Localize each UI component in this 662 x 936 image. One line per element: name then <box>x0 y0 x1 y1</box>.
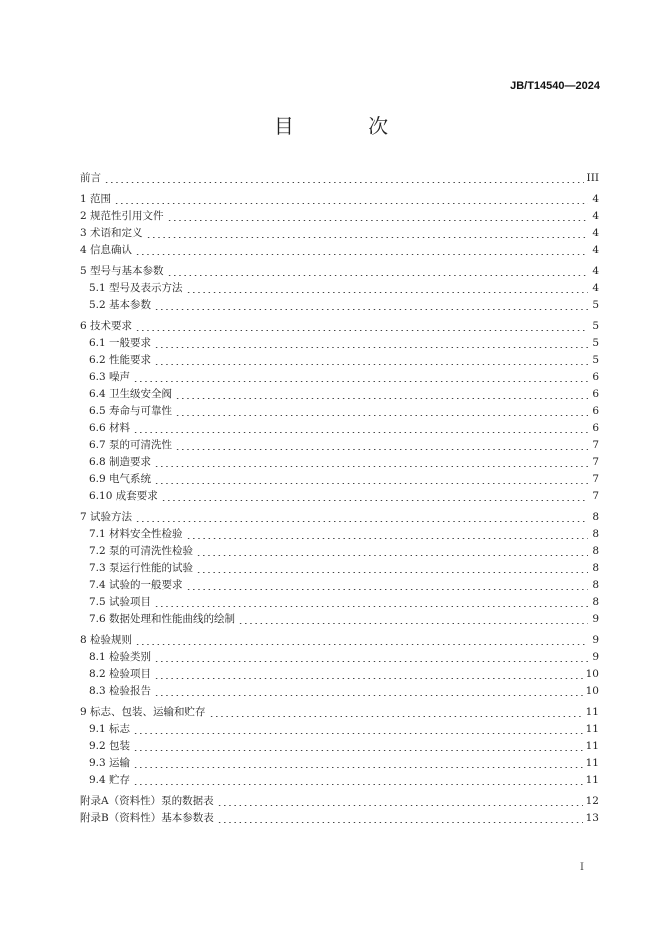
toc-leader-dots <box>161 500 588 501</box>
toc-entry-page: 8 <box>592 579 599 591</box>
toc-entry[interactable] <box>80 632 599 649</box>
toc-entry-label: 6.7 泵的可清洗性 <box>89 439 173 451</box>
toc-leader-dots <box>133 767 583 768</box>
toc-entry[interactable] <box>80 577 599 594</box>
toc-entry-page: 11 <box>585 757 599 769</box>
toc-entry[interactable] <box>80 683 599 700</box>
toc-leader-dots <box>186 538 588 539</box>
toc-entry-page: 12 <box>585 795 599 807</box>
toc-entry-page: 5 <box>592 320 599 332</box>
toc-entry-label: 6.6 材料 <box>89 422 131 434</box>
toc-leader-dots <box>186 589 588 590</box>
toc-entry-page: 9 <box>592 613 599 625</box>
toc-entry-page: 7 <box>592 456 599 468</box>
toc-entry-label: 4 信息确认 <box>80 244 133 256</box>
toc-entry-label: 7.6 数据处理和性能曲线的绘制 <box>89 613 236 625</box>
toc-leader-dots <box>133 432 588 433</box>
toc-leader-dots <box>154 678 583 679</box>
toc-entry-label: 8.2 检验项目 <box>89 668 152 680</box>
toc-entry[interactable] <box>80 297 599 314</box>
toc-leader-dots <box>175 398 588 399</box>
toc-entry[interactable] <box>80 280 599 297</box>
toc-entry[interactable] <box>80 793 599 810</box>
toc-entry-label: 5.1 型号及表示方法 <box>89 282 183 294</box>
toc-entry-page: 8 <box>592 545 599 557</box>
toc-entry-page: 4 <box>592 227 599 239</box>
toc-entry[interactable] <box>80 611 599 628</box>
toc-entry-label: 9.4 贮存 <box>89 774 131 786</box>
toc-entry-label: 8.1 检验类别 <box>89 651 152 663</box>
toc-leader-dots <box>133 381 588 382</box>
toc-entry-label: 7.4 试验的一般要求 <box>89 579 183 591</box>
toc-entry-page: 5 <box>592 299 599 311</box>
toc-entry[interactable] <box>80 509 599 526</box>
toc-entry-label: 3 术语和定义 <box>80 227 143 239</box>
toc-entry-page: 6 <box>592 422 599 434</box>
toc-entry-label: 7.3 泵运行性能的试验 <box>89 562 194 574</box>
toc-leader-dots <box>175 415 588 416</box>
toc-entry-page: 6 <box>592 388 599 400</box>
toc-entry-page: 5 <box>592 354 599 366</box>
toc-entry-page: 6 <box>592 405 599 417</box>
toc-leader-dots <box>238 623 588 624</box>
toc-leader-dots <box>154 661 588 662</box>
toc-entry[interactable] <box>80 191 599 208</box>
toc-entry[interactable] <box>80 488 599 505</box>
toc-entry-label: 1 范围 <box>80 193 112 205</box>
toc-leader-dots <box>217 822 583 823</box>
toc-entry-label: 6.9 电气系统 <box>89 473 152 485</box>
toc-entry-page: 5 <box>592 337 599 349</box>
toc-entry[interactable] <box>80 560 599 577</box>
toc-entry[interactable] <box>80 810 599 827</box>
toc-entry[interactable] <box>80 704 599 721</box>
toc-entry-page: 6 <box>592 371 599 383</box>
toc-entry[interactable] <box>80 335 599 352</box>
toc-entry-label: 2 规范性引用文件 <box>80 210 164 222</box>
toc-entry-label: 6.8 制造要求 <box>89 456 152 468</box>
toc-entry-label: 前言 <box>80 172 101 184</box>
toc-entry-label: 9.1 标志 <box>89 723 131 735</box>
toc-entry-page: 13 <box>585 812 599 824</box>
toc-entry-label: 6.4 卫生级安全阀 <box>89 388 173 400</box>
toc-leader-dots <box>135 254 588 255</box>
toc-leader-dots <box>196 555 588 556</box>
toc-leader-dots <box>167 220 588 221</box>
toc-entry[interactable] <box>80 170 599 187</box>
toc-entry-page: 10 <box>585 668 599 680</box>
toc-entry-label: 附录B（资料性）基本参数表 <box>80 812 214 824</box>
toc-entry-page: 4 <box>592 210 599 222</box>
toc-entry[interactable] <box>80 649 599 666</box>
toc-leader-dots <box>175 449 588 450</box>
toc-entry-page: 7 <box>592 439 599 451</box>
toc-entry[interactable] <box>80 369 599 386</box>
toc-entry-label: 8.3 检验报告 <box>89 685 152 697</box>
toc-entry[interactable] <box>80 263 599 280</box>
toc-entry[interactable] <box>80 352 599 369</box>
toc-entry-page: 10 <box>585 685 599 697</box>
toc-entry[interactable] <box>80 543 599 560</box>
toc-leader-dots <box>135 521 588 522</box>
toc-entry-label: 6.2 性能要求 <box>89 354 152 366</box>
toc-leader-dots <box>167 275 588 276</box>
toc-entry-page: 11 <box>585 706 599 718</box>
toc-entry-label: 9 标志、包装、运输和贮存 <box>80 706 206 718</box>
toc-entry[interactable] <box>80 208 599 225</box>
toc-leader-dots <box>217 805 583 806</box>
toc-entry-page: 7 <box>592 490 599 502</box>
toc-entry-page: 4 <box>592 244 599 256</box>
toc-entry-page: 4 <box>592 193 599 205</box>
toc-leader-dots <box>133 784 583 785</box>
toc-entry-page: 8 <box>592 511 599 523</box>
toc-entry[interactable] <box>80 403 599 420</box>
toc-entry-page: 11 <box>585 723 599 735</box>
toc-entry[interactable] <box>80 666 599 683</box>
toc-entry[interactable] <box>80 225 599 242</box>
toc-leader-dots <box>196 572 588 573</box>
page-title: 目 次 <box>273 114 423 138</box>
toc-entry-page: 4 <box>592 282 599 294</box>
toc-entry-label: 7 试验方法 <box>80 511 133 523</box>
toc-leader-dots <box>146 237 588 238</box>
toc-entry-page: 11 <box>585 740 599 752</box>
toc-leader-dots <box>209 716 583 717</box>
toc-entry-page: 9 <box>592 634 599 646</box>
toc-leader-dots <box>104 182 584 183</box>
toc-entry[interactable] <box>80 242 599 259</box>
toc-entry-page: 8 <box>592 528 599 540</box>
toc-entry[interactable] <box>80 526 599 543</box>
toc-leader-dots <box>135 330 588 331</box>
toc-entry[interactable] <box>80 738 599 755</box>
toc-entry-page: 4 <box>592 265 599 277</box>
toc-entry-page: 8 <box>592 562 599 574</box>
toc-entry[interactable] <box>80 594 599 611</box>
toc-entry[interactable] <box>80 420 599 437</box>
toc-entry-page: 8 <box>592 596 599 608</box>
toc-entry-label: 9.3 运输 <box>89 757 131 769</box>
toc-entry-label: 5.2 基本参数 <box>89 299 152 311</box>
toc-entry-label: 8 检验规则 <box>80 634 133 646</box>
page-number: I <box>580 862 584 873</box>
toc-leader-dots <box>154 309 588 310</box>
toc-entry-label: 5 型号与基本参数 <box>80 265 164 277</box>
toc-entry[interactable] <box>80 454 599 471</box>
toc-entry-label: 6.3 噪声 <box>89 371 131 383</box>
toc-entry-page: 11 <box>585 774 599 786</box>
toc-entry-label: 6.1 一般要求 <box>89 337 152 349</box>
toc-entry[interactable] <box>80 755 599 772</box>
toc-leader-dots <box>154 347 588 348</box>
toc-leader-dots <box>154 466 588 467</box>
toc-entry-label: 7.5 试验项目 <box>89 596 152 608</box>
toc-entry-page: 7 <box>592 473 599 485</box>
toc-entry-label: 6 技术要求 <box>80 320 133 332</box>
toc-leader-dots <box>154 364 588 365</box>
toc-leader-dots <box>133 750 583 751</box>
toc-leader-dots <box>135 644 588 645</box>
toc-leader-dots <box>154 695 583 696</box>
toc-entry-label: 7.1 材料安全性检验 <box>89 528 183 540</box>
toc-entry-page: III <box>586 172 599 184</box>
toc-entry-label: 6.10 成套要求 <box>89 490 158 502</box>
toc-leader-dots <box>186 292 588 293</box>
toc-entry[interactable] <box>80 471 599 488</box>
toc-entry-page: 9 <box>592 651 599 663</box>
toc-entry-label: 6.5 寿命与可靠性 <box>89 405 173 417</box>
toc-entry-label: 7.2 泵的可清洗性检验 <box>89 545 194 557</box>
toc-entry[interactable] <box>80 721 599 738</box>
toc-entry-label: 9.2 包装 <box>89 740 131 752</box>
standard-code: JB/T14540—2024 <box>510 80 600 92</box>
toc-leader-dots <box>114 203 588 204</box>
toc-entry[interactable] <box>80 772 599 789</box>
toc-entry[interactable] <box>80 437 599 454</box>
toc-leader-dots <box>133 733 583 734</box>
toc-entry-label: 附录A（资料性）泵的数据表 <box>80 795 214 807</box>
toc-entry[interactable] <box>80 318 599 335</box>
toc-leader-dots <box>154 483 588 484</box>
toc-leader-dots <box>154 606 588 607</box>
toc-entry[interactable] <box>80 386 599 403</box>
